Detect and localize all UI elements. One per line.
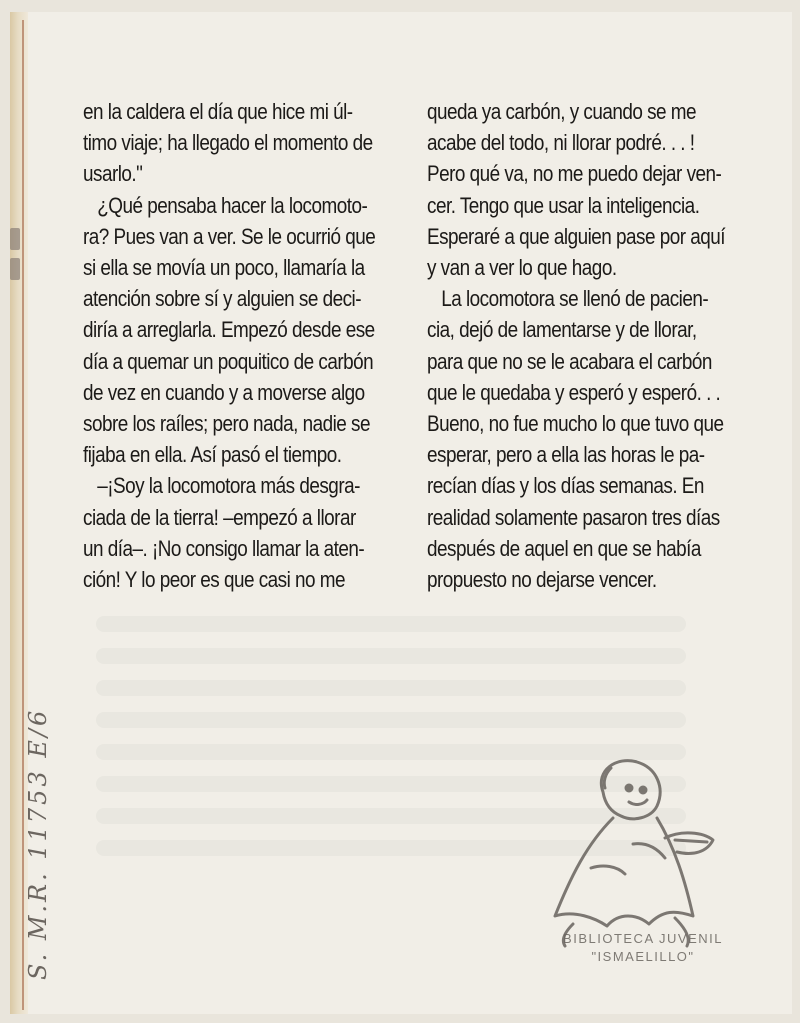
text-line: esperar, pero a ella las horas le pa- (427, 442, 705, 468)
text-line: realidad solamente pasaron tres días (427, 504, 720, 530)
left-text-column (83, 96, 376, 595)
text-line: Pero qué va, no me puedo dejar ven- (427, 161, 722, 187)
binding-mark-upper (10, 228, 20, 250)
text-line: diría a arreglarla. Empezó desde ese (83, 317, 375, 343)
text-line: fijaba en ella. Así pasó el tiempo. (83, 442, 342, 468)
library-stamp-text (528, 930, 758, 966)
stamp-line-2: "ISMAELILLO" (591, 949, 695, 964)
text-line: sobre los raíles; pero nada, nadie se (83, 411, 370, 437)
show-through-line (96, 680, 686, 696)
text-line: atención sobre sí y alguien se deci- (83, 286, 362, 312)
right-text-column (427, 96, 726, 595)
text-line: usarlo." (83, 161, 143, 187)
text-line: si ella se movía un poco, llamaría la (83, 255, 365, 281)
show-through-line (96, 712, 686, 728)
show-through-line (96, 616, 686, 632)
text-line: timo viaje; ha llegado el momento de (83, 130, 373, 156)
text-line: ciada de la tierra! –empezó a llorar (83, 504, 356, 530)
binding-mark-lower (10, 258, 20, 280)
text-line: para que no se le acabara el carbón (427, 348, 712, 374)
text-line: ra? Pues van a ver. Se le ocurrió que (83, 223, 376, 249)
text-line: cia, dejó de lamentarse y de llorar, (427, 317, 697, 343)
text-line: después de aquel en que se había (427, 535, 701, 561)
text-line: día a quemar un poquitico de carbón (83, 348, 374, 374)
text-line: un día–. ¡No consigo llamar la aten- (83, 535, 365, 561)
text-line: Esperaré a que alguien pase por aquí (427, 223, 726, 249)
text-line: ción! Y lo peor es que casi no me (83, 567, 346, 593)
text-line: que le quedaba y esperó y esperó. . . (427, 379, 721, 405)
text-line: recían días y los días semanas. En (427, 473, 704, 499)
text-line: y van a ver lo que hago. (427, 255, 617, 281)
text-line: ¿Qué pensaba hacer la locomoto- (83, 192, 368, 218)
text-line: queda ya carbón, y cuando se me (427, 99, 697, 124)
margin-handwritten-note: S. M.R. 11753 E/6 (24, 707, 52, 980)
text-line: La locomotora se llenó de pacien- (427, 286, 709, 312)
text-line: de vez en cuando y a moverse algo (83, 379, 365, 405)
text-line: Bueno, no fue mucho lo que tuvo que (427, 411, 724, 437)
text-line: cer. Tengo que usar la inteligencia. (427, 192, 700, 218)
text-line: –¡Soy la locomotora más desgra- (83, 473, 360, 499)
stamp-line-1: BIBLIOTECA JUVENIL (563, 931, 723, 946)
show-through-line (96, 648, 686, 664)
text-line: propuesto no dejarse vencer. (427, 567, 657, 593)
text-line: acabe del todo, ni llorar podré. . . ! (427, 130, 695, 156)
text-line: en la caldera el día que hice mi úl- (83, 99, 353, 124)
